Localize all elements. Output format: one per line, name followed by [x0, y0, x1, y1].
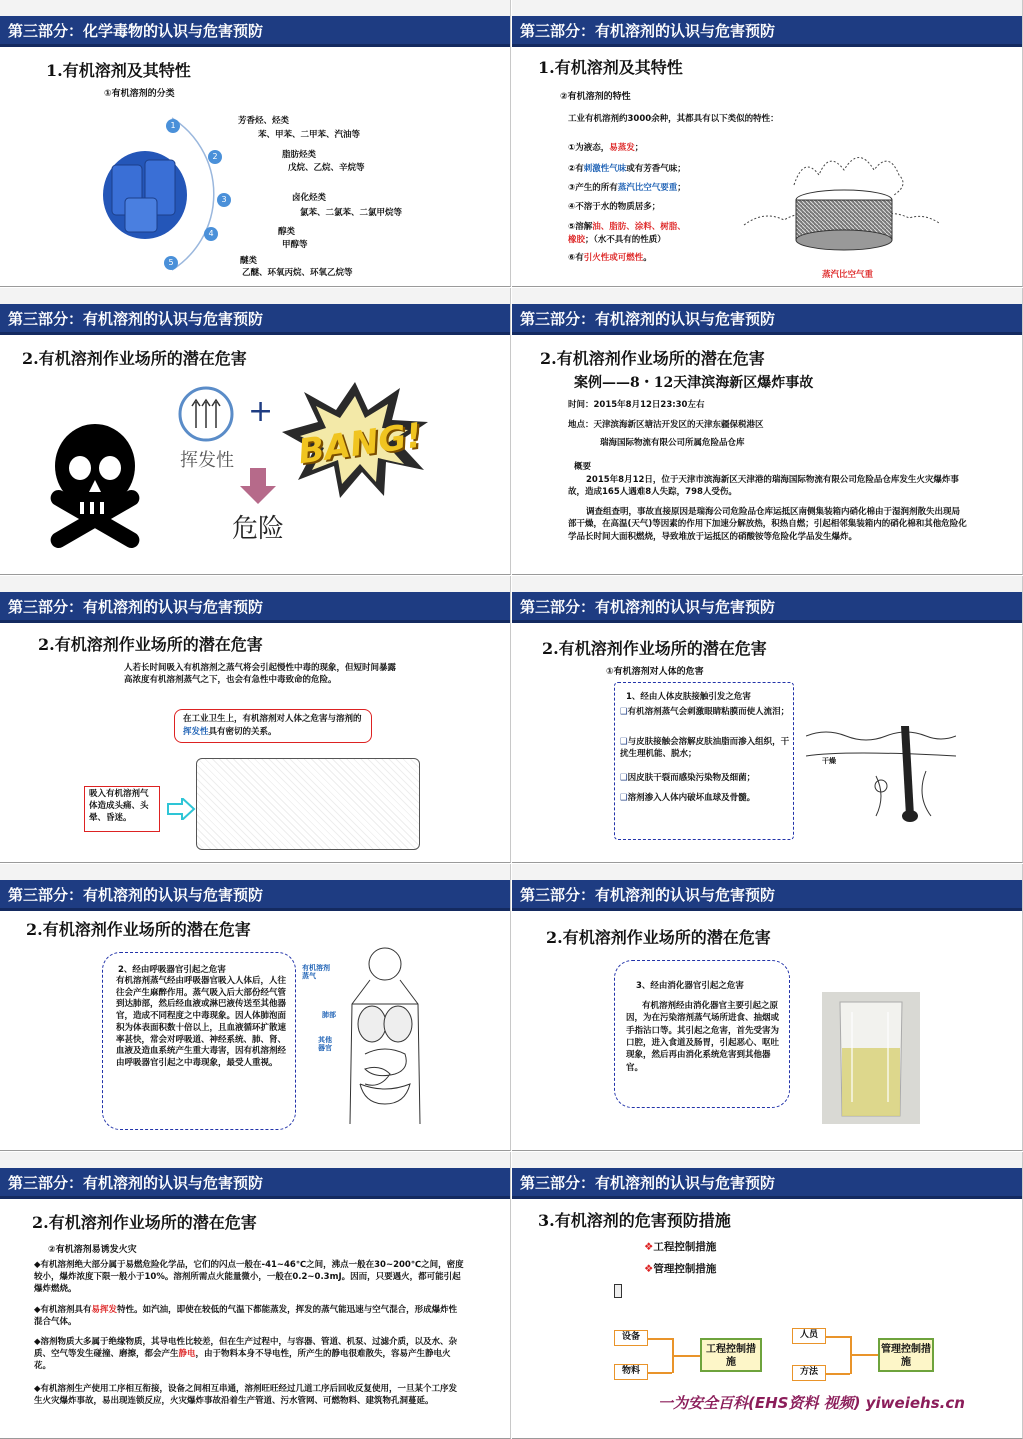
section-title: 2.有机溶剂作业场所的潜在危害 [542, 639, 767, 658]
vapor-illustration [734, 145, 944, 260]
slide-1 [0, 0, 511, 287]
overview-label: 概要 [574, 462, 592, 472]
bullet-item: ❑与皮肤接触会溶解皮肤油脂而渗入组织，干扰生理机能、脱水； [620, 737, 790, 760]
worker-illustration [196, 758, 420, 850]
bullet-number: 4 [204, 227, 218, 241]
fire-point-3: ◆溶剂物质大多属于绝缘物质，其导电性比较差，但在生产过程中，与容器、管道、机泵、过滤介质，以及水、杂质、空气等发生碰撞、磨擦，都会产生静电，由于物料本身不导电性，所产生的静电很难散失，容易产生静电火花。 [34, 1337, 458, 1371]
placeholder-icon [614, 1284, 622, 1298]
fire-point-1: ◆有机溶剂绝大部分属于易燃危险化学品，它们的闪点一般在-41~46℃之间，沸点一般在30~200℃之间，密度较小，爆炸浓度下限一般小于10%。溶剂所需点火能量微小，一般在0.2~0.3mJ。因而，只要遇火，都可能引起爆炸燃烧。 [34, 1260, 464, 1294]
header-text: 第三部分：有机溶剂的认识与危害预防 [8, 598, 264, 616]
volatility-icon [176, 384, 236, 444]
slide-9 [0, 1152, 511, 1439]
class-sub: 苯、甲苯、二甲苯、汽油等 [258, 130, 361, 140]
subtitle: ②有机溶剂易诱发火灾 [48, 1245, 137, 1255]
section-title: 3.有机溶剂的危害预防措施 [538, 1211, 731, 1230]
slide-3 [0, 288, 511, 575]
header-text: 第三部分：有机溶剂的认识与危害预防 [520, 1174, 776, 1192]
header-text: 第三部分：化学毒物的认识与危害预防 [8, 22, 264, 40]
body-organs-illustration [330, 944, 440, 1139]
classification-diagram [100, 110, 260, 280]
skin-label: 干燥 [822, 757, 836, 765]
box-text: 有机溶剂蒸气经由呼吸器官吸入人体后，人往往会产生麻醉作用。蒸气吸入后大部份经气管到达肺部，然后经血液或淋巴液传送至其他器官，造成不同程度之中毒现象。因人体肺泡面积为体表面积数十倍以上，且血液循环扩散速率甚快，常会对呼吸道、神经系统、肺、肾、血液及造血系统产生重大毒害，因有机溶剂经由呼吸器官引起之中毒现象，最受人重视。 [116, 976, 287, 1069]
property-4: ④不溶于水的物质居多； [568, 202, 661, 212]
fire-point-4: ◆有机溶剂生产使用工序相互衔接，设备之间相互串通，溶剂旺旺经过几道工序后回收反复使用，一旦某个工序发生火灾爆炸事故，易出现连锁反应，火灾爆炸事故沿着生产管道、污水管网、可燃物料、建筑物孔洞蔓延。 [34, 1384, 458, 1406]
section-title: 2.有机溶剂作业场所的潜在危害 [32, 1213, 257, 1232]
method-box: 方法 [792, 1365, 826, 1381]
property-5-cont: 橡胶；（水不具有的性质） [568, 235, 666, 245]
slide-header [512, 1168, 1022, 1196]
inhalation-note: 吸入有机溶剂气体造成头痛、头晕、昏迷。 [84, 786, 160, 832]
bang-text: BANG! [295, 415, 425, 473]
management-control-box: 管理控制措施 [878, 1338, 934, 1372]
slide-header [0, 1168, 510, 1196]
section-title: 1.有机溶剂及其特性 [46, 61, 191, 80]
measure-engineering: ❖工程控制措施 [644, 1241, 717, 1253]
volatility-label: 挥发性 [180, 450, 234, 471]
organ-label: 其他器官 [318, 1036, 332, 1053]
class-sub: 乙醚、环氧丙烷、环氧乙烷等 [242, 268, 353, 278]
box-heading: 1、经由人体皮肤接触引发之危害 [626, 692, 751, 702]
case-time: 时间：2015年8月12日23:30左右 [568, 400, 705, 410]
equipment-box: 设备 [614, 1330, 648, 1346]
key-point-box: 在工业卫生上，有机溶剂对人体之危害与溶剂的挥发性具有密切的关系。 [174, 709, 372, 743]
class-head: 醇类 [278, 227, 296, 237]
subtitle: ①有机溶剂的分类 [104, 89, 175, 99]
header-text: 第三部分：有机溶剂的认识与危害预防 [520, 886, 776, 904]
subtitle: ①有机溶剂对人体的危害 [606, 667, 704, 677]
property-6: ⑥有引火性或可燃性。 [568, 253, 652, 263]
slide-header [512, 592, 1022, 620]
engineering-control-box: 工程控制措施 [700, 1338, 762, 1372]
investigation-text: 调查组查明，事故直接原因是瑞海公司危险品仓库运抵区南侧集装箱内硝化棉由于湿润剂散失出现局部干燥，在高温(天气)等因素的作用下加速分解放热，积热自燃；引起相邻集装箱内的硝化棉和其他危险化学品长时间大面积燃烧，导致堆放于运抵区的硝酸铵等危险化学品发生爆炸。 [568, 507, 967, 542]
slide-5 [0, 576, 511, 863]
case-place-2: 瑞海国际物流有限公司所属危险品仓库 [600, 438, 745, 448]
bullet-number: 1 [166, 119, 180, 133]
watermark: 一为安全百科(EHS资料 视频) yiweiehs.cn [658, 1394, 965, 1412]
vapor-label: 有机溶剂蒸气 [302, 964, 330, 981]
slide-6 [512, 576, 1023, 863]
section-title: 2.有机溶剂作业场所的潜在危害 [546, 928, 771, 947]
lung-label: 肺部 [322, 1011, 336, 1019]
property-5: ⑤溶解油、脂肪、涂料、树脂、 [568, 222, 686, 232]
plus-sign: + [248, 394, 274, 429]
header-text: 第三部分：有机溶剂的认识与危害预防 [520, 598, 776, 616]
slide-header [512, 16, 1022, 44]
connector-arrow [850, 1354, 880, 1356]
danger-label: 危险 [232, 514, 285, 544]
box-heading: 3、经由消化器官引起之危害 [636, 981, 744, 991]
header-text: 第三部分：有机溶剂的认识与危害预防 [8, 886, 264, 904]
slide-8 [512, 864, 1023, 1151]
section-title: 1.有机溶剂及其特性 [538, 58, 683, 77]
intro-paragraph: 人若长时间吸入有机溶剂之蒸气将会引起慢性中毒的现象，但短时间暴露高浓度有机溶剂蒸气之下，也会有急性中毒致命的危险。 [124, 663, 397, 686]
bullet-number: 2 [208, 150, 222, 164]
class-head: 醚类 [240, 256, 258, 266]
slide-7 [0, 864, 511, 1151]
class-sub: 氯苯、二氯苯、二氯甲烷等 [300, 208, 403, 218]
section-title: 2.有机溶剂作业场所的潜在危害 [38, 635, 263, 654]
slide-10 [512, 1152, 1023, 1439]
bullet-item: ❑有机溶剂蒸气会刺激眼睛粘膜而使人流泪； [620, 707, 790, 717]
section-title: 2.有机溶剂作业场所的潜在危害 [22, 349, 247, 368]
class-head: 脂肪烃类 [282, 150, 317, 160]
property-2: ②有刺激性气味或有芳香气味； [568, 164, 686, 174]
beaker-photo [822, 992, 920, 1124]
header-text: 第三部分：有机溶剂的认识与危害预防 [520, 22, 776, 40]
slide-header [0, 880, 510, 908]
box-heading: 2、经由呼吸器官引起之危害 [118, 965, 226, 975]
skin-cross-section-illustration [806, 716, 956, 828]
connector-arrow [672, 1355, 702, 1357]
class-sub: 甲醇等 [282, 240, 308, 250]
class-head: 芳香烃、烃类 [238, 116, 290, 126]
section-title: 2.有机溶剂作业场所的潜在危害 [540, 349, 765, 368]
figure-caption: 蒸汽比空气重 [822, 270, 874, 280]
connector [826, 1336, 850, 1338]
property-3: ③产生的所有蒸汽比空气要重； [568, 183, 686, 193]
bullet-item: ❑因皮肤干裂而感染污染物及细菌； [620, 773, 756, 783]
subtitle: ②有机溶剂的特性 [560, 92, 631, 102]
bullet-number: 5 [164, 256, 178, 270]
connector [648, 1338, 672, 1340]
slide-header [0, 304, 510, 332]
case-title: 案例——8・12天津滨海新区爆炸事故 [574, 375, 814, 391]
measure-management: ❖管理控制措施 [644, 1263, 717, 1275]
box-text: 有机溶剂经由消化器官主要引起之原因，为在污染溶剂蒸气场所进食、抽烟或手指沾口等。其引起之危害，首先受害为口腔，进入食道及肠胃，引起恶心、呕吐现象，然后再由消化系统危害到其他器官。 [626, 1001, 780, 1073]
slide-header [0, 592, 510, 620]
slide-header [512, 304, 1022, 332]
material-box: 物料 [614, 1364, 648, 1380]
intro-text: 工业有机溶剂约3000余种，其都具有以下类似的特性： [568, 114, 779, 124]
class-sub: 戊烷、乙烷、辛烷等 [288, 163, 365, 173]
slide-2 [512, 0, 1023, 287]
header-text: 第三部分：有机溶剂的认识与危害预防 [8, 1174, 264, 1192]
connector [648, 1372, 672, 1374]
down-arrow-icon [238, 468, 278, 508]
overview-text: 2015年8月12日，位于天津市滨海新区天津港的瑞海国际物流有限公司危险品仓库发生火灾爆炸事故，造成165人遇难8人失踪，798人受伤。 [568, 475, 959, 498]
bullet-number: 3 [217, 193, 231, 207]
property-1: ①为液态，易蒸发； [568, 143, 644, 153]
section-title: 2.有机溶剂作业场所的潜在危害 [26, 920, 251, 939]
class-head: 卤化烃类 [292, 193, 327, 203]
fire-point-2: ◆有机溶剂具有易挥发特性。如汽油，即使在较低的气温下都能蒸发，挥发的蒸气能迅速与空气混合，形成爆炸性混合气体。 [34, 1305, 458, 1327]
right-arrow-icon [166, 798, 196, 820]
skull-crossbones-icon [40, 416, 150, 556]
connector [826, 1373, 850, 1375]
header-text: 第三部分：有机溶剂的认识与危害预防 [520, 310, 776, 328]
case-place: 地点：天津滨海新区塘沽开发区的天津东疆保税港区 [568, 420, 764, 430]
bullet-item: ❑溶剂渗入人体内破坏血球及骨髓。 [620, 793, 756, 803]
slide-4 [512, 288, 1023, 575]
personnel-box: 人员 [792, 1328, 826, 1344]
slide-header [512, 880, 1022, 908]
header-text: 第三部分：有机溶剂的认识与危害预防 [8, 310, 264, 328]
slide-header [0, 16, 510, 44]
